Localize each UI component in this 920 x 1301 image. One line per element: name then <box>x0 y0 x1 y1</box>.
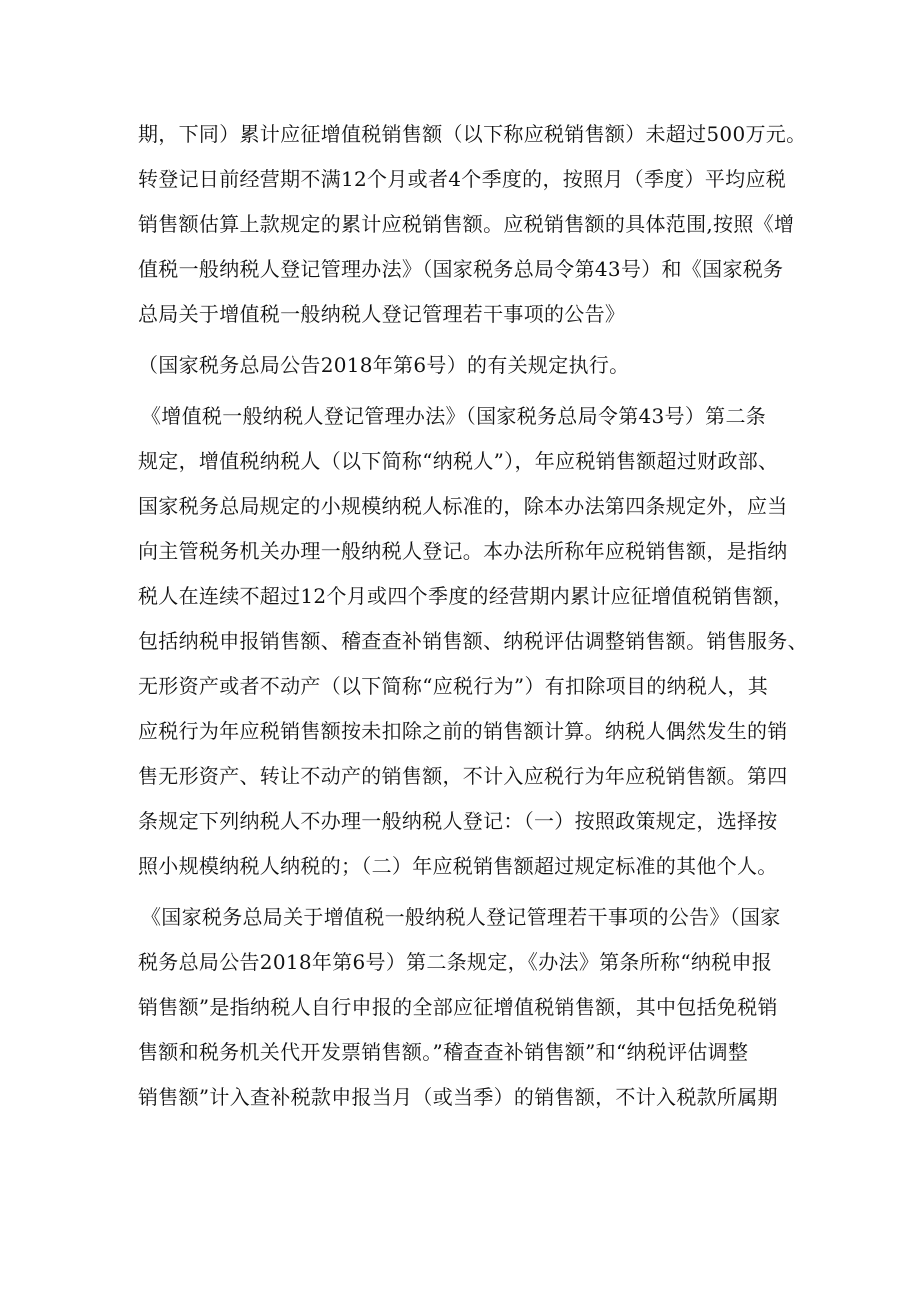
text-line: 销售额”是指纳税人自行申报的全部应征增值税销售额，其中包括免税销 <box>138 995 778 1019</box>
text-line: 销售额”计入查补税款申报当月（或当季）的销售额，不计入税款所属期 <box>138 1085 778 1109</box>
document-body <box>138 112 808 1120</box>
text-line: 总局关于增值税一般纳税人登记管理若干事项的公告》 <box>138 302 626 326</box>
text-line: 规定，增值税纳税人（以下简称“纳税人”），年应税销售额超过财政部、 <box>138 449 779 473</box>
text-line: 向主管税务机关办理一般纳税人登记。本办法所称年应税销售额，是指纳 <box>138 539 788 563</box>
text-line: 销售额估算上款规定的累计应税销售额。应税销售额的具体范围,按照《增 <box>138 212 795 236</box>
text-line: 照小规模纳税人纳税的；（二）年应税销售额超过规定标准的其他个人。 <box>138 854 778 878</box>
text-line: 无形资产或者不动产（以下简称“应税行为”）有扣除项目的纳税人，其 <box>138 674 769 698</box>
text-line: 税人在连续不超过12个月或四个季度的经营期内累计应征增值税销售额， <box>138 584 794 608</box>
text-line: 期，下同）累计应征增值税销售额（以下称应税销售额）未超过500万元。 <box>138 122 807 146</box>
text-line: 包括纳税申报销售额、稽查查补销售额、纳税评估调整销售额。销售服务、 <box>138 629 808 653</box>
text-line: 税务总局公告2018年第6号）第二条规定，《办法》第条所称“纳税申报 <box>138 950 773 974</box>
text-line: 条规定下列纳税人不办理一般纳税人登记：（一）按照政策规定，选择按 <box>138 809 778 833</box>
text-line: 《增值税一般纳税人登记管理办法》（国家税务总局令第43号）第二条 <box>141 404 767 428</box>
text-line: 应税行为年应税销售额按未扣除之前的销售额计算。纳税人偶然发生的销 <box>138 719 788 743</box>
text-line: 售无形资产、转让不动产的销售额，不计入应税行为年应税销售额。第四 <box>138 764 788 788</box>
text-line: 售额和税务机关代开发票销售额。”稽查查补销售额”和“纳税评估调整 <box>138 1040 749 1064</box>
text-line: 《国家税务总局关于增值税一般纳税人登记管理若干事项的公告》（国家 <box>141 905 781 929</box>
text-line: 转登记日前经营期不满12个月或者4个季度的，按照月（季度）平均应税 <box>138 167 787 191</box>
text-line: 值税一般纳税人登记管理办法》（国家税务总局令第43号）和《国家税务 <box>138 257 784 281</box>
text-line: （国家税务总局公告2018年第6号）的有关规定执行。 <box>138 353 630 377</box>
text-line: 国家税务总局规定的小规模纳税人标准的，除本办法第四条规定外，应当 <box>138 494 788 518</box>
